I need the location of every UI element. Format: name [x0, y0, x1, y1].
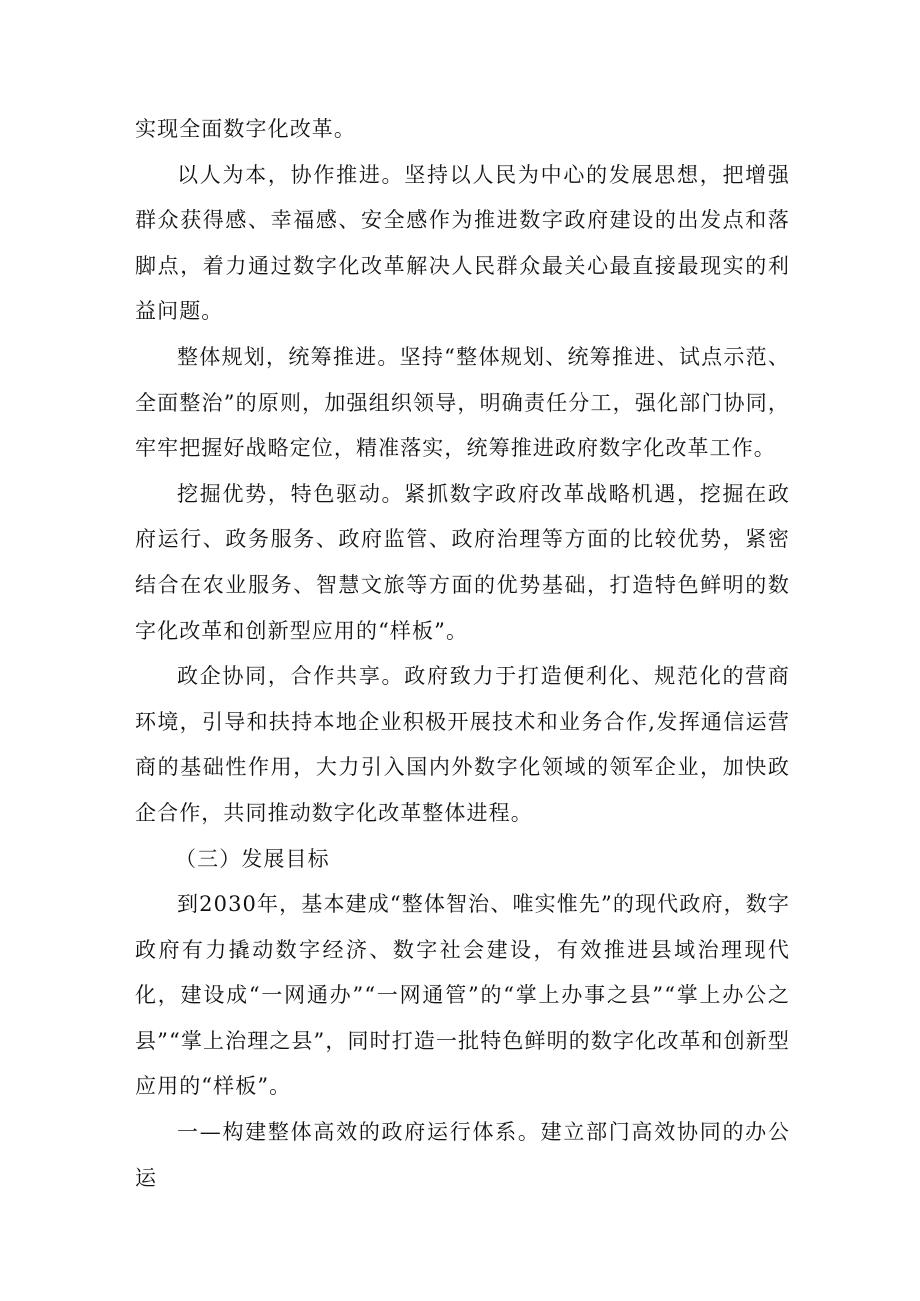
paragraph-people-centered: 以人为本，协作推进。坚持以人民为中心的发展思想，把增强群众获得感、幸福感、安全感作为推进数字政府建设的出发点和落脚点，着力通过数字化改革解决人民群众最关心最直接最现实的利益问题。: [135, 162, 790, 324]
paragraph-gov-enterprise: 政企协同，合作共享。政府致力于打造便利化、规范化的营商环境，引导和扶持本地企业积极开展技术和业务合作,发挥通信运营商的基础性作用，大力引入国内外数字化领域的领军企业，加快政企合作，共同推动数字化改革整体进程。: [135, 664, 790, 825]
paragraph-advantages: 挖掘优势，特色驱动。紧抓数字政府改革战略机遇，挖掘在政府运行、政务服务、政府监管、政府治理等方面的比较优势，紧密结合在农业服务、智慧文旅等方面的优势基础，打造特色鲜明的数字化改革和创新型应用的“样板”。: [135, 481, 790, 643]
section-heading-goals: （三）发展目标: [175, 846, 330, 871]
paragraph-operation-system: 一—构建整体高效的政府运行体系。建立部门高效协同的办公运: [135, 1120, 790, 1190]
paragraph-overall-planning: 整体规划，统筹推进。坚持“整体规划、统筹推进、试点示范、全面整治”的原则，加强组织领导，明确责任分工，强化部门协同，牢牢把握好战略定位，精准落实，统筹推进政府数字化改革工作。: [135, 344, 790, 461]
document-body: [135, 107, 790, 1201]
paragraph-continuation: 实现全面数字化改革。: [135, 117, 356, 141]
paragraph-2030-goal: 到2030年，基本建成“整体智治、唯实惟先”的现代政府，数字政府有力撬动数字经济、数字社会建设，有效推进县域治理现代化，建设成“一网通办”“一网通管”的“掌上办事之县”“掌上办公之县”“掌上治理之县”，同时打造一批特色鲜明的数字化改革和创新型应用的“样板”。: [135, 892, 790, 1099]
